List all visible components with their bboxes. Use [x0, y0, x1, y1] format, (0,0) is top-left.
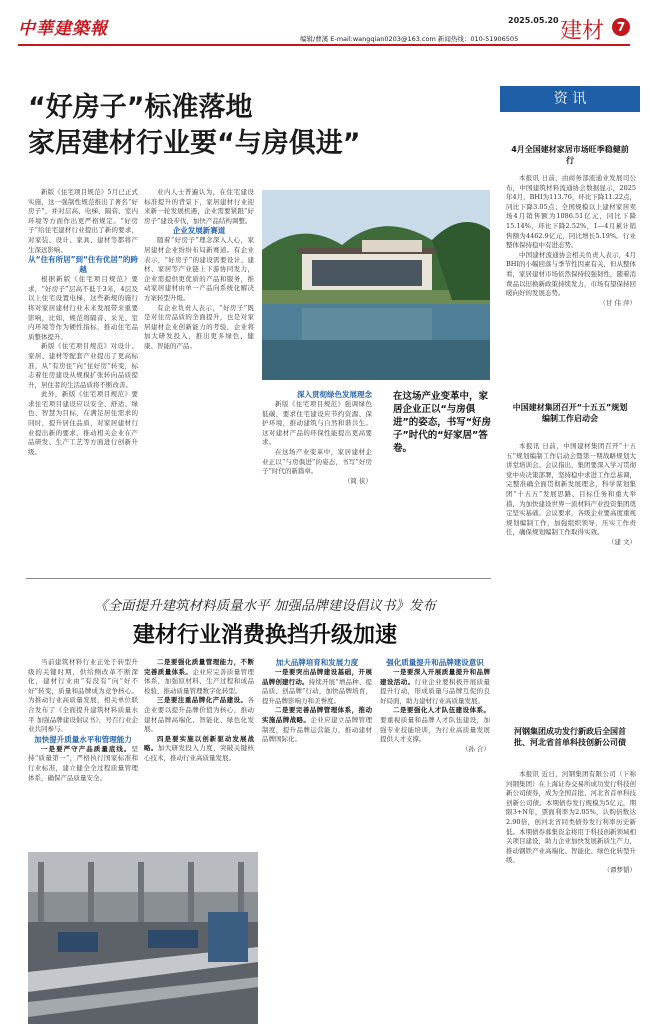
sidebar-news3-author: （谭梦韬）: [603, 865, 636, 874]
sidebar-news2-author: （建 文）: [607, 537, 636, 546]
article2-point-3-text: 各企业要以提升品牌价值为核心，推动建材品牌高端化、智能化、绿色化发展。: [144, 696, 254, 734]
article2-point-3: 三是要注重品牌化产品建设。: [157, 696, 248, 705]
article1-subhead-2: 企业发展新赛道: [172, 226, 226, 236]
article1-column-1: [28, 188, 138, 568]
article1-para-7: 新版《住宅项目规范》强调绿色低碳，要求住宅建设应节约资源、保护环境，推动建筑与自然和谐共生。这对建材产品的环保性能提出更高要求。: [262, 400, 372, 447]
sidebar-news2-body: [506, 442, 636, 692]
article1-para-4: 业内人士普遍认为，在住宅建设标准提升的背景下，家居建材行业迎来新一轮发展机遇，企业需要紧跟“好房子”建设步伐，加快产品结构调整。: [144, 188, 254, 225]
sidebar-label: 资 讯: [500, 86, 640, 112]
article1-column-2: [144, 188, 254, 568]
article1-headline: [28, 90, 361, 162]
article2-kicker: 《全面提升建筑材料质量水平 加强品牌建设倡议书》发布: [94, 598, 436, 614]
villa-photo-illustration: [262, 190, 490, 380]
article2-point-1-text: 坚持“质量第一”，严格执行国家标准和行业标准，建立健全全过程质量管理体系，确保产品质量安全。: [28, 744, 138, 782]
article2-column-2: [144, 658, 254, 848]
article1-subhead-1: 从“住有所居”到“住有优居”的跨越: [28, 255, 138, 275]
article2-point-5: 一是要突出品牌建设基础，开展品牌创建行动。: [262, 668, 372, 686]
article2-author: （孙 合）: [461, 744, 490, 753]
article2-headline: 建材行业消费换挡升级加速: [132, 623, 397, 648]
sidebar-news1-para-2: 中国建材流通协会相关负责人表示，4月BHI的小幅回落与季节性因素有关，但从整体看，家居建材市场依然保持较强韧性，随着消费品以旧换新政策持续发力，市场有望保持回暖向好的发展态势。: [506, 250, 636, 298]
article1-para-6: 有企业负责人表示，“好房子”既是对住房品质的全面提升，也是对家居建材企业创新能力的考验，企业将加大研发投入，推出更多绿色、健康、智能的产品。: [144, 303, 254, 350]
sidebar-news3-title: 河钢集团成功发行新政后全国首批、河北省首单科技创新公司债: [514, 727, 626, 747]
sidebar-news3-para: 本报讯 近日，河钢集团有限公司（下称河钢集团）在上海证券交易所成功发行科技创新公司债券，成为全国首批、河北省首单科技创新公司债。本期债券发行规模为5亿元，期限3+N年，票面利率为2.05%，认购倍数达2.90倍，创河北省同类债券发行利率历史新低。本期债券募集资金将用于科技创新领域相关项目建设，助力企业加快发展新质生产力，推动钢铁产业高端化、智能化、绿色化转型升级。: [506, 770, 636, 865]
article2-point-7: 一是要深入开展质量提升和品牌建设活动。: [380, 668, 490, 686]
masthead-logo: 中華建築報: [18, 19, 108, 39]
article1-headline-line1: “好房子”标准落地: [28, 92, 253, 123]
article2-point-6-text: 企业应建立品牌管理制度，提升品牌运营能力，推动建材品牌国际化。: [262, 715, 372, 744]
article-divider: [26, 578, 491, 579]
header-rule: [18, 44, 630, 46]
article1-headline-line2: 家居建材行业要“与房俱进”: [28, 128, 361, 159]
article2-point-8-text: 要重视质量和品牌人才队伍建设，加强专业技能培训，为行业高质量发展提供人才支撑。: [380, 715, 490, 744]
article2-point-7-text: 行业企业要积极开展质量提升行动，形成质量与品牌互促的良好局面，助力建材行业高质量发展。: [380, 677, 490, 705]
article1-column-3: [262, 400, 372, 570]
article1-intro: 新版《住宅项目规范》5月已正式实施，这一强制性规范推出了著名“好房子”，并对层高、电梯、隔音、室内环境等方面作出更严格规定。“好房子”给住宅建材行业提出了新的要求，对家装、设计、家具、建材等都将产生深远影响。: [28, 188, 138, 254]
sidebar-news2-para: 本报讯 日前，中国建材集团召开“十五五”规划编制工作启动会暨第一期战略规划大讲堂培训会。会议指出，集团要深入学习贯彻党中央决策部署，坚持稳中求进工作总基调，完整准确全面贯彻新发展理念，科学谋划集团“十五五”发展思路、目标任务和重大举措，为加快建设世界一流材料产业投资集团奠定坚实基础。会议要求，各级企业要高度重视规划编制工作，加强组织领导，压实工作责任，确保规划编制工作取得实效。: [506, 442, 636, 537]
article2-column-4: [380, 658, 490, 1018]
article2-point-4-text: 加大研发投入力度，突破关键核心技术，推动行业高质量发展。: [144, 744, 254, 762]
article2-point-6: 二是要完善品牌管理体系，推动实施品牌战略。: [262, 706, 372, 724]
article2-column-3: [262, 658, 372, 1018]
article2-intro: 当前建筑材料行业正处于转型升级的关键时期，供给侧改革不断深化，建材行业由“有没有”向“好不好”转变，质量和品牌成为竞争核心。为推动行业高质量发展，相关单位联合发布了《全面提升建筑材料质量水平 加强品牌建设倡议书》，号召行业企业共同参与。: [28, 658, 138, 734]
sidebar-news3-body: [506, 770, 636, 1008]
issue-date: 2025.05.20: [508, 16, 559, 25]
factory-photo-illustration: [28, 852, 258, 1024]
sidebar-news2-title: 中国建材集团召开“十五五”规划编制工作启动会: [512, 403, 628, 423]
editor-line: 编辑/曹溪 E-mail:wangqian0203@163.com 新闻热线：010-51906505: [300, 35, 519, 43]
article2-subhead-1: 加快提升质量水平和管理能力: [34, 734, 132, 744]
article2-column-1: [28, 658, 138, 848]
article1-para-8: 在这场产业变革中，家居建材企业正以“与房俱进”的姿态，书写“好房子”时代的新篇章。: [262, 447, 372, 476]
article2-point-8: 二是要强化人才队伍建设体系。: [393, 706, 490, 715]
sidebar-news1-body: [506, 174, 636, 384]
sidebar-news1-title: 4月全国建材家居市场旺季稳健前行: [511, 145, 629, 165]
article1-para-5: 随着“好房子”理念深入人心，家居建材企业纷纷布局新赛道。有企业表示，“好房子”的建设需要设计、建材、家居等产业链上下游协同发力，企业需提供更优质的产品和服务，推动家居建材由单一产品向系统化解决方案转型升级。: [144, 236, 254, 302]
sidebar-news1-para-1: 本报讯 日前，由商务部流通业发展司公布，中国建筑材料流通协会数据显示，2025年4月，BHI为113.76，环比下降11.22点，同比下降3.05点；全国规模以上建材家居卖场4月销售额为1086.51亿元，同比下降15.14%，环比下降2.52%，1—4月累计销售额为4462.9亿元，同比增长5.19%。行业整体保持稳中有进态势。: [506, 174, 636, 250]
news-sidebar: [500, 80, 640, 1010]
article1-para-3: 此外，新版《住宅项目规范》要求住宅项目建设应以安全、舒适、绿色、智慧为目标，在满足居住需求的同时，提升居住品质，对家居建材行业提出新的要求，推动相关企业在产品研发、生产工艺等方面进行创新升级。: [28, 390, 138, 456]
article2-point-1: 一是要严守产品质量底线。: [41, 744, 132, 753]
article2-point-2-text: 企业应完善质量管理体系，加强原材料、生产过程和成品检验，推动质量管理数字化转型。: [144, 667, 254, 695]
article1-author: （简 侠）: [343, 476, 372, 485]
article2-point-4: 四是要实施以创新驱动发展战略。: [144, 734, 254, 753]
article2-subhead-2: 加大品牌培育和发展力度: [275, 658, 359, 667]
article1-para-1: 根据新版《住宅项目规范》要求，“好房子”层高不低于3米，4层及以上住宅设置电梯，这些新规的施行将对家居建材行业未来发展带来重要影响，比如，规范将隔音、采光、室内环境等作为硬性指标，推动住宅品质整体提升。: [28, 275, 138, 341]
article2-point-5-text: 持续开展“增品种、提品质、创品牌”行动，加快品牌培育，提升品牌影响力和美誉度。: [262, 677, 372, 705]
article1-para-2: 新版《住宅项目规范》对设计、家居、建材等配套产业提出了更高标准，从“有房住”向“住好房”转变，标志着住房建设从规模扩张转向品质提升，居住者的生活品质将不断改善。: [28, 342, 138, 389]
article2-subhead-3: 强化质量提升和品牌建设意识: [386, 658, 484, 667]
article2-photo: [28, 852, 258, 1024]
sidebar-news1-author: （甘 伟 萍）: [599, 298, 636, 307]
article1-pull-quote: 在这场产业变革中，家居企业正以“与房俱进”的姿态，书写“好房子”时代的“好家居”答卷。: [393, 391, 491, 454]
article1-subhead-3: 深入贯彻绿色发展理念: [297, 390, 372, 399]
article1-photo: [262, 190, 490, 380]
section-title: 建材: [560, 19, 605, 44]
article2-point-2: 二是要强化质量管理能力，不断完善质量体系。: [144, 658, 254, 676]
page-number: 7: [612, 18, 630, 36]
